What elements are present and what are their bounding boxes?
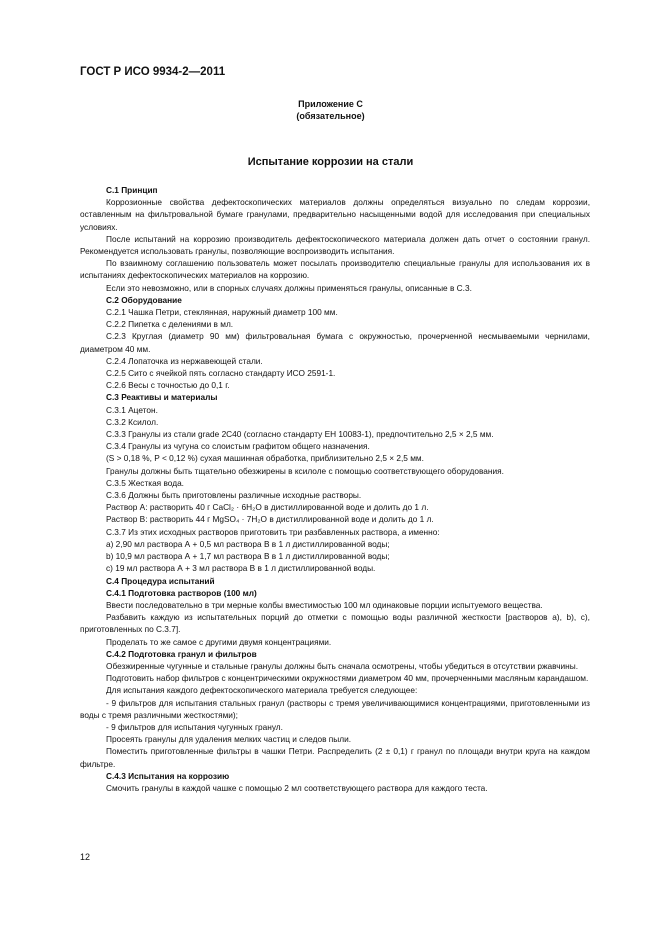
paragraph: С.3.3 Гранулы из стали grade 2С40 (согласно стандарту ЕН 10083-1), предпочтительно 2,5 × 2,5 мм. [106, 429, 494, 440]
paragraph: С.1 Принцип [106, 185, 158, 195]
paragraph: Если это невозможно, или в спорных случаях должны применяться гранулы, описанные в С.3. [106, 282, 472, 293]
paragraph: Просеять гранулы для удаления мелких частиц и следов пыли. [106, 734, 352, 745]
paragraph: С.2.1 Чашка Петри, стеклянная, наружный диаметр 100 мм. [106, 307, 338, 318]
annex-status: (обязательное) [296, 111, 365, 121]
paragraph: Коррозионные свойства дефектоскопических материалов должны определяться визуально по следам коррозии, оставленным на фильтровальной бумаге гранулами, предварительно насыщенными водой для исследования при специальных условиях. [80, 197, 590, 232]
paragraph: С.3.6 Должны быть приготовлены различные исходные растворы. [106, 490, 362, 501]
paragraph: а) 2,90 мл раствора А + 0,5 мл раствора В в 1 л дистиллированной воды; [106, 538, 390, 549]
paragraph: С.4.1 Подготовка растворов (100 мл) [106, 587, 257, 598]
paragraph: С.3.7 Из этих исходных растворов приготовить три разбавленных раствора, а именно: [106, 526, 440, 537]
paragraph: Гранулы должны быть тщательно обезжирены в ксилоле с помощью соответствующего оборудования. [106, 465, 504, 476]
paragraph: С.2.3 Круглая (диаметр 90 мм) фильтровальная бумага с окружностью, прочерченной несмываемыми чернилами, диаметром 40 мм. [80, 331, 590, 354]
document-header: ГОСТ Р ИСО 9934-2—2011 [80, 66, 226, 78]
paragraph: - 9 фильтров для испытания стальных гранул (растворы с тремя увеличивающимися концентрациями, приготовленными из воды с тремя различными жесткостями); [80, 697, 590, 720]
paragraph: с) 19 мл раствора А + 3 мл раствора В в 1 л дистиллированной воды. [106, 563, 376, 574]
paragraph: С.3.2 Ксилол. [106, 416, 159, 427]
paragraph: С.4.3 Испытания на коррозию [106, 770, 230, 781]
paragraph: По взаимному соглашению пользователь может посылать производителю специальные гранулы для использования их в испытаниях дефектоскопических материалов на коррозию. [80, 258, 590, 281]
paragraph: С.2.5 Сито с ячейкой пять согласно стандарту ИСО 2591-1. [106, 368, 336, 379]
annex-title: Испытание коррозии на стали [247, 156, 414, 168]
paragraph: Проделать то же самое с другими двумя концентрациями. [106, 636, 332, 647]
paragraph: С.3.5 Жесткая вода. [106, 477, 184, 488]
paragraph: Для испытания каждого дефектоскопического материала требуется следующее: [106, 685, 418, 696]
paragraph: С.2.2 Пипетка с делениями в мл. [106, 319, 234, 330]
paragraph: С.2 Оборудование [106, 294, 182, 305]
paragraph: Раствор В: растворить 44 г MgSO₄ · 7H₂O в дистиллированной воде и долить до 1 л. [106, 514, 434, 525]
annex-label: Приложение С [298, 99, 363, 109]
paragraph: Поместить приготовленные фильтры в чашки Петри. Распределить (2 ± 0,1) г гранул по площади внутри круга на каждом фильтре. [80, 746, 590, 769]
paragraph: С.2.6 Весы с точностью до 0,1 г. [106, 380, 230, 391]
paragraph: Смочить гранулы в каждой чашке с помощью 2 мл соответствующего раствора для каждого теста. [106, 782, 488, 793]
annex-body [80, 184, 590, 794]
paragraph: (S > 0,18 %, Р < 0,12 %) сухая машинная обработка, приблизительно 2,5 × 2,5 мм. [106, 453, 424, 464]
paragraph: После испытаний на коррозию производитель дефектоскопического материала должен дать отчет о состоянии гранул. Рекомендуется использовать гранулы, позволяющие воспроизводить испытания. [80, 233, 590, 257]
paragraph: Ввести последовательно в три мерные колбы вместимостью 100 мл одинаковые порции испытуемого вещества. [106, 599, 543, 610]
paragraph: С.4 Процедура испытаний [106, 575, 215, 586]
paragraph: b) 10,9 мл раствора А + 1,7 мл раствора В в 1 л дистиллированной воды; [106, 551, 390, 562]
paragraph: С.4.2 Подготовка гранул и фильтров [106, 648, 257, 659]
paragraph: Обезжиренные чугунные и стальные гранулы должны быть сначала осмотрены, чтобы убедиться в отсутствии ржавчины. [106, 660, 579, 671]
paragraph: С.2.4 Лопаточка из нержавеющей стали. [106, 355, 263, 366]
paragraph: - 9 фильтров для испытания чугунных гранул. [106, 721, 283, 732]
paragraph: Разбавить каждую из испытательных порций до отметки с помощью воды различной жесткости [растворов а), b), с), приготовленных по С.3.7]. [80, 612, 590, 635]
paragraph: Раствор А: растворить 40 г CaCl₂ · 6H₂O в дистиллированной воде и долить до 1 л. [106, 502, 429, 513]
paragraph: С.3 Реактивы и материалы [106, 392, 218, 403]
paragraph: Подготовить набор фильтров с концентрическими окружностями диаметром 40 мм, прочерченными масляным карандашом. [106, 673, 589, 684]
paragraph: С.3.4 Гранулы из чугуна со слоистым графитом общего назначения. [106, 441, 370, 452]
page-number: 12 [80, 852, 91, 862]
paragraph: С.3.1 Ацетон. [106, 404, 158, 415]
